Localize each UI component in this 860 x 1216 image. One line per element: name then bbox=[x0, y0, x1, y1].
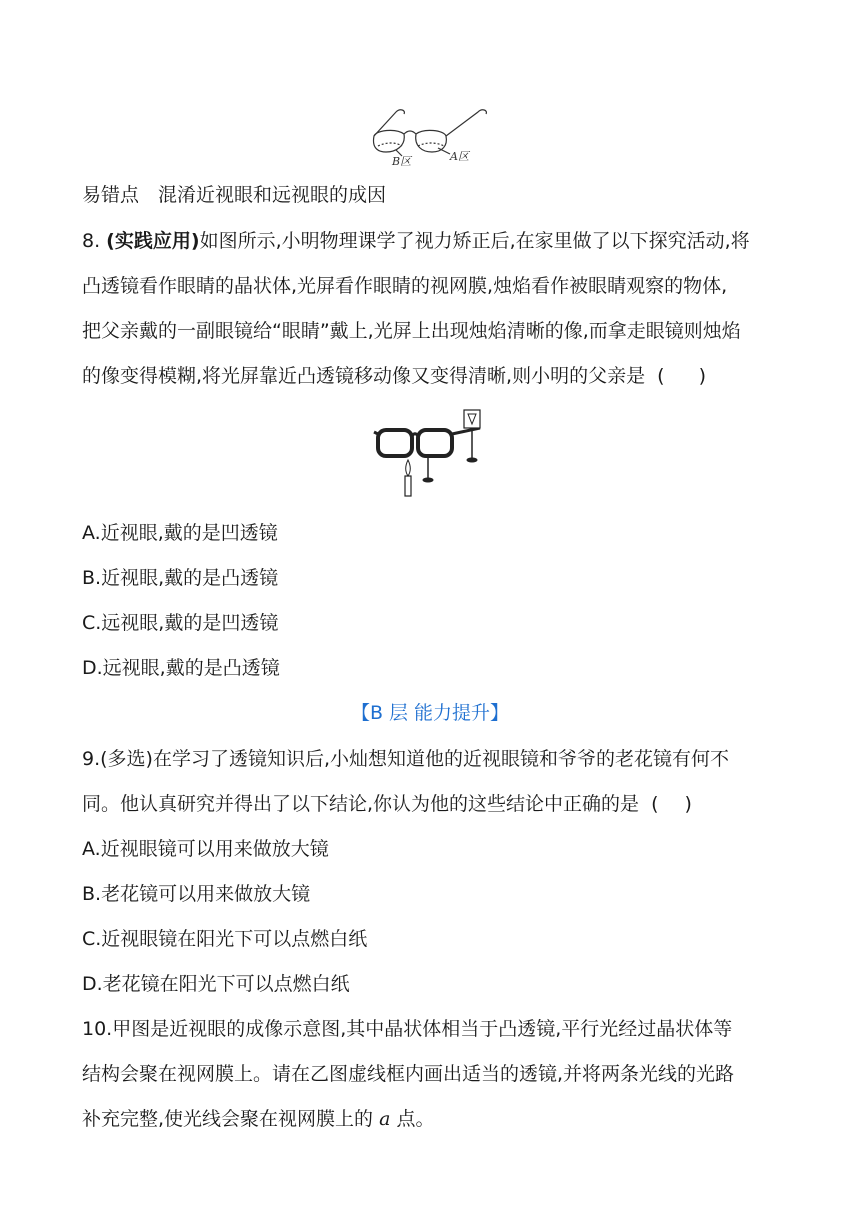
q10-point-a: a bbox=[379, 1108, 391, 1130]
q8-option-a: A.近视眼,戴的是凹透镜 bbox=[82, 522, 278, 544]
q8-line-1 bbox=[82, 229, 750, 253]
q8-option-c: C.远视眼,戴的是凹透镜 bbox=[82, 612, 279, 634]
q10-line-3: 补充完整,使光线会聚在视网膜上的 a 点。 bbox=[82, 1108, 435, 1130]
q9-line-1: 9.(多选)在学习了透镜知识后,小灿想知道他的近视眼镜和爷爷的老花镜有何不 bbox=[82, 748, 729, 770]
q8-line-2: 凸透镜看作眼睛的晶状体,光屏看作眼睛的视网膜,烛焰看作被眼睛观察的物体, bbox=[82, 275, 728, 297]
section-b-heading: 【B 层 能力提升】 bbox=[350, 702, 510, 724]
q8-tag: 实践应用 bbox=[114, 230, 191, 252]
q9-line-2: 同。他认真研究并得出了以下结论,你认为他的这些结论中正确的是 ( ) bbox=[82, 793, 692, 815]
q8-line-4: 的像变得模糊,将光屏靠近凸透镜移动像又变得清晰,则小明的父亲是 ( ) bbox=[82, 365, 706, 387]
q8-tag-open: ( bbox=[106, 230, 115, 252]
q8-answer-close: ) bbox=[698, 365, 706, 387]
q9-answer-open: ( bbox=[651, 793, 659, 815]
zone-b-label: B区 bbox=[392, 155, 412, 168]
q8-line-3: 把父亲戴的一副眼镜给“眼睛”戴上,光屏上出现烛焰清晰的像,而拿走眼镜则烛焰 bbox=[82, 320, 741, 342]
q8-answer-open: ( bbox=[657, 365, 665, 387]
q10-line-2: 结构会聚在视网膜上。请在乙图虚线框内画出适当的透镜,并将两条光线的光路 bbox=[82, 1063, 735, 1085]
glasses-zones-figure bbox=[366, 106, 496, 168]
glasses-candle-screen-figure bbox=[372, 406, 492, 500]
q9-option-a: A.近视眼镜可以用来做放大镜 bbox=[82, 838, 329, 860]
zone-a-label: A区 bbox=[450, 150, 469, 163]
q9-option-c: C.近视眼镜在阳光下可以点燃白纸 bbox=[82, 928, 368, 950]
q9-option-b: B.老花镜可以用来做放大镜 bbox=[82, 883, 311, 905]
q8-option-b: B.近视眼,戴的是凸透镜 bbox=[82, 567, 279, 589]
error-point-heading: 易错点 混淆近视眼和远视眼的成因 bbox=[82, 184, 387, 206]
q8-number: 8. bbox=[82, 230, 107, 252]
q9-answer-close: ) bbox=[684, 793, 692, 815]
q8-tag-close: ) bbox=[190, 230, 200, 252]
q8-option-d: D.远视眼,戴的是凸透镜 bbox=[82, 657, 280, 679]
q9-option-d: D.老花镜在阳光下可以点燃白纸 bbox=[82, 973, 350, 995]
q10-line-1: 10.甲图是近视眼的成像示意图,其中晶状体相当于凸透镜,平行光经过晶状体等 bbox=[82, 1018, 733, 1040]
q8-text-1: 如图所示,小明物理课学了视力矫正后,在家里做了以下探究活动,将 bbox=[199, 230, 750, 252]
